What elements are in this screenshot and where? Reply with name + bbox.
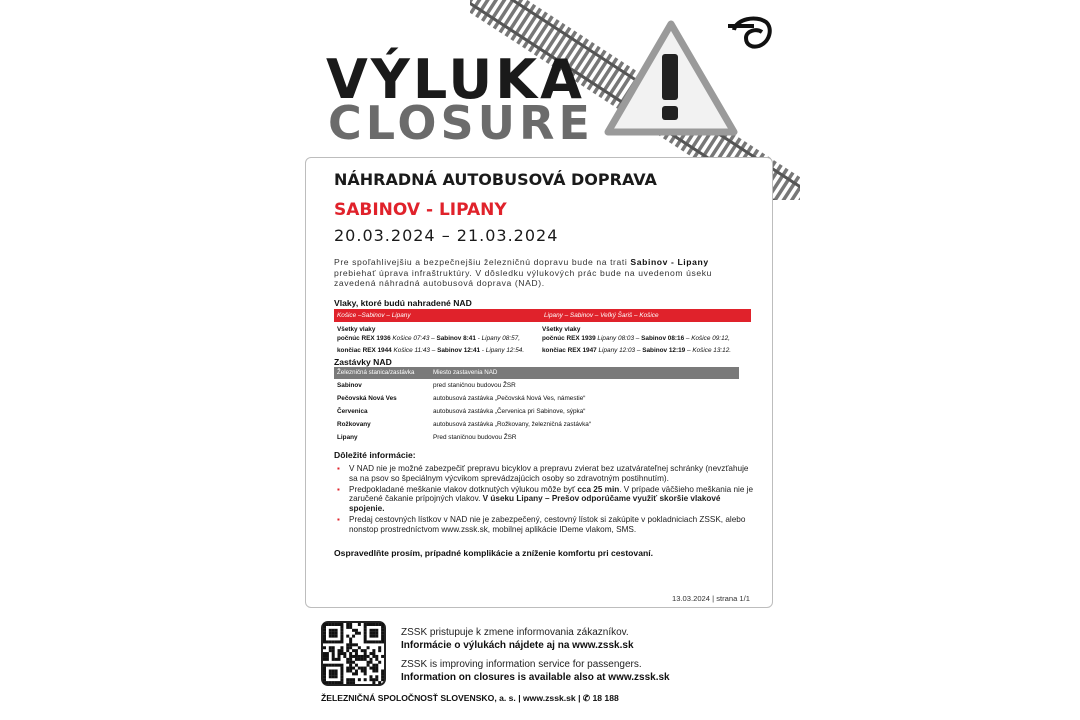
- stops-column-station: Železničná stanica/zastávka: [337, 369, 415, 376]
- route-title: SABINOV - LIPANY: [334, 200, 507, 220]
- apology-text: Ospravedlňte prosím, prípadné komplikácie a zníženie komfortu pri cestovaní.: [334, 548, 654, 558]
- all-trains-label: Všetky vlaky: [337, 326, 376, 333]
- bullet-icon: ▪: [337, 484, 340, 494]
- info-heading: Dôležité informácie:: [334, 450, 416, 460]
- intro-text: [334, 257, 744, 289]
- stop-place: pred staničnou budovou ŽSR: [433, 382, 516, 389]
- footer-line-1: ZSSK pristupuje k zmene informovania zákazníkov.: [401, 627, 629, 638]
- zssk-logo-icon: [726, 14, 774, 50]
- footer-line-3: ZSSK is improving information service for passengers.: [401, 659, 642, 670]
- train-time: Lipany 08:57,: [481, 334, 520, 342]
- right-trains-block: Všetky vlaky počnúc REX 1939 Lipany 08:03 – Sabinov 08:16 – Košice 09:12, končiac REX 1947 Lipany 12:03 – Sabinov 12:19 – Košice 13:12.: [542, 326, 732, 355]
- info-list: [337, 464, 757, 536]
- direction-right-bar: [541, 309, 751, 322]
- info-text: Predaj cestovných lístkov v NAD nie je zabezpečený, cestovný lístok si zakúpite v pokladniciach ZSSK, alebo nonstop prostredníctvom www.zssk.sk, mobilnej aplikácie IDeme vlakom, SMS.: [349, 514, 746, 534]
- intro-part: Pre spoľahlivejšiu a bezpečnejšiu železničnú dopravu bude na trati: [334, 257, 631, 267]
- stop-place: autobusová zastávka „Rožkovany, železničná zastávka“: [433, 421, 591, 428]
- intro-route: Sabinov - Lipany: [630, 257, 709, 267]
- notice-card: [305, 157, 773, 608]
- qr-code-icon[interactable]: [321, 621, 386, 686]
- train-time: Košice 11:43: [393, 347, 430, 355]
- stop-station: Sabinov: [337, 382, 362, 389]
- train-time: Sabinov 08:16: [641, 334, 685, 342]
- stop-station: Rožkovany: [337, 421, 371, 428]
- stops-column-place: Miesto zastavenia NAD: [433, 369, 498, 376]
- train-time: Lipany 12:03: [598, 347, 636, 355]
- bullet-icon: ▪: [337, 464, 340, 473]
- footer-line-4[interactable]: Information on closures is available also at www.zssk.sk: [401, 672, 670, 683]
- stop-place: Pred staničnou budovou ŽSR: [433, 434, 517, 441]
- info-text-bold: cca 25 min: [577, 484, 620, 494]
- train-time: Lipany 08:03: [597, 334, 635, 342]
- direction-left-bar: [334, 309, 541, 322]
- company-info: ŽELEZNIČNÁ SPOLOČNOSŤ SLOVENSKO, a. s. | www.zssk.sk | ✆ 18 188: [321, 693, 619, 703]
- train-label: končiac REX 1947: [542, 347, 597, 355]
- trains-heading: Vlaky, ktoré budú nahradené NAD: [334, 298, 472, 308]
- title-english: CLOSURE: [328, 96, 594, 150]
- stops-heading: Zastávky NAD: [334, 357, 392, 367]
- train-label: končiac REX 1944: [337, 347, 392, 355]
- stop-place: autobusová zastávka „Pečovská Nová Ves, námestie“: [433, 395, 586, 402]
- bullet-icon: ▪: [337, 514, 340, 524]
- all-trains-label: Všetky vlaky: [542, 326, 581, 333]
- info-item: [337, 485, 757, 514]
- stop-station: Pečovská Nová Ves: [337, 395, 397, 402]
- train-time: Košice 07:43: [392, 334, 430, 342]
- info-text: V NAD nie je možné zabezpečiť prepravu bicyklov a prepravu zvierat bez uzatvárateľnej schránky (nevzťahuje sa na psov so špeciálnym výcvikom sprevádzajúcich osoby so zdravotným postihnutím).: [349, 464, 749, 483]
- intro-part: prebiehať úprava infraštruktúry. V dôsledku výlukových prác bude na uvedenom úseku zavedená náhradná autobusová doprava (NAD).: [334, 267, 713, 288]
- train-time: Sabinov 12:41: [437, 347, 481, 355]
- qr-pattern: [323, 623, 384, 684]
- train-label: počnúc REX 1939: [542, 334, 596, 342]
- stop-station: Červenica: [337, 408, 368, 415]
- train-time: Košice 13:12.: [692, 347, 732, 355]
- warning-triangle-icon: [604, 20, 738, 136]
- train-label: počnúc REX 1936: [337, 334, 391, 342]
- info-item: [337, 464, 757, 484]
- stop-place: autobusová zastávka „Červenica pri Sabinove, sýpka“: [433, 408, 586, 415]
- train-time: Lipany 12:54.: [485, 347, 525, 355]
- info-text-bold: V úseku Lipany – Prešov odporúčame využiť skoršie vlakové spojenie.: [349, 494, 721, 514]
- train-time: Sabinov 8:41: [436, 334, 476, 342]
- train-time: Košice 09:12,: [691, 334, 730, 342]
- page-info: 13.03.2024 | strana 1/1: [672, 594, 750, 603]
- stop-station: Lipany: [337, 434, 358, 441]
- notice-heading: NÁHRADNÁ AUTOBUSOVÁ DOPRAVA: [334, 170, 657, 189]
- footer-line-2[interactable]: Informácie o výlukách nájdete aj na www.zssk.sk: [401, 640, 634, 651]
- info-text: . V prípade väčšieho meškania nie je zaručené čakanie prípojných vlakov.: [349, 484, 754, 504]
- direction-left-label: Košice –Sabinov – Lipany: [337, 312, 411, 319]
- title-slovak: VÝLUKA: [326, 48, 585, 111]
- info-text: Predpokladané meškanie vlakov dotknutých výlukou môže byť: [349, 484, 578, 494]
- closure-dates: 20.03.2024 – 21.03.2024: [334, 226, 559, 245]
- stops-table-header: [334, 367, 739, 379]
- direction-right-label: Lipany – Sabinov – Veľký Šariš – Košice: [544, 312, 659, 319]
- train-time: Sabinov 12:19: [642, 347, 686, 355]
- info-item: [337, 515, 757, 535]
- left-trains-block: Všetky vlaky počnúc REX 1936 Košice 07:43 – Sabinov 8:41 - Lipany 08:57, končiac REX 1944 Košice 11:43 – Sabinov 12:41 - Lipany 12:54.: [337, 326, 525, 355]
